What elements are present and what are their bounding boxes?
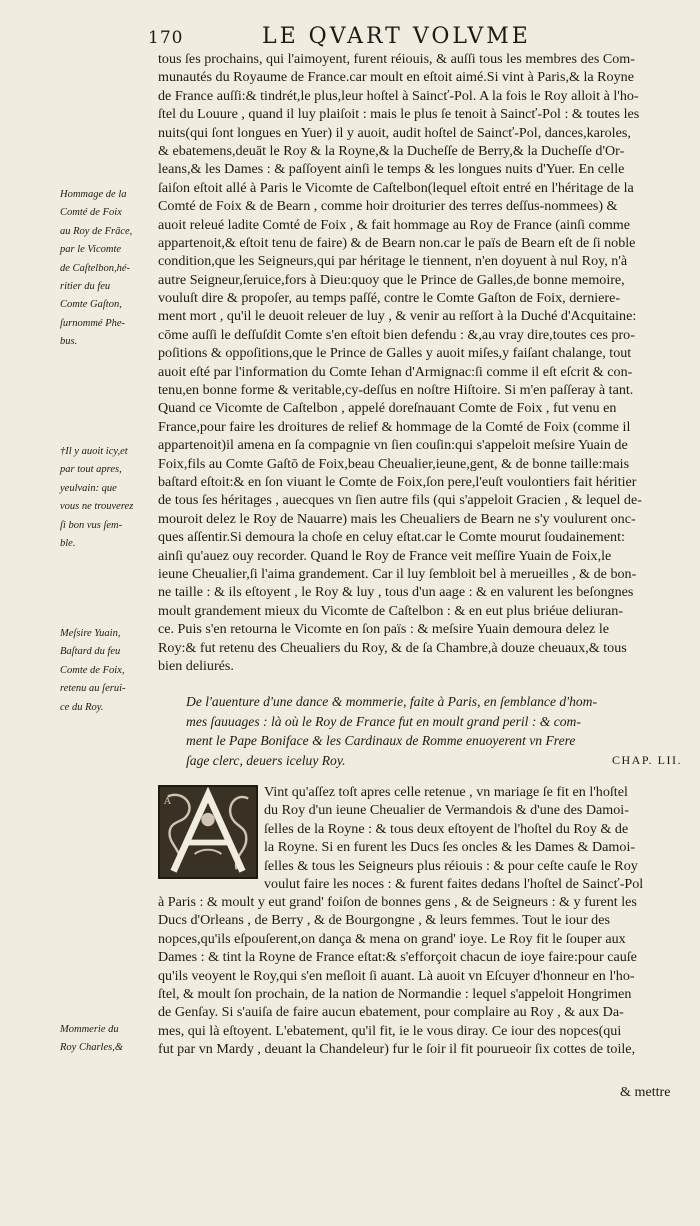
- text-line: ſelles & tous les Seigneurs plus réiouis : & pour ceſte cauſe le Roy: [264, 857, 638, 874]
- text-line: autre Seigneur,ſeruice,fors à Dieu:quoy que le Prince de Galles,de bonne memoire,: [158, 271, 625, 288]
- text-line: fut par vn Mardy , deuant la Chandeleur) fur le ſoir il fit pourueoir ſix cottes de toile,: [158, 1041, 636, 1058]
- text-line: Quand ce Vicomte de Caſtelbon , appelé doreſnauant Comte de Foix , fut venu en: [158, 400, 617, 417]
- initial-letter-text: A: [163, 796, 171, 808]
- text-line: & ebatemens,deuāt le Roy & la Royne,& la Ducheſſe de Berry,& la Ducheſſe d'Or-: [158, 142, 625, 159]
- margin-note-hommage: Hommage de la Comté de Foix au Roy de Frāce, par le Vicomte de Caſtelbon,hé- ritier du feu Comte Gaſton, ſurnommé Phe- bus.: [60, 189, 133, 348]
- text-line: ſtel du Louure , quand il luy plaiſoit : mais le plus ſe tenoit à Saincť-Pol : & toutes les: [158, 106, 640, 123]
- text-line: ſaiſon eſtoit allé à Paris le Vicomte de Caſtelbon(lequel eſtoit entré en l'héritage de la: [158, 179, 634, 196]
- chapter-heading-line: [186, 751, 682, 771]
- text-line: ſtel, & moult ſon prochain, de la nation de Normandie : lequel s'appeloit Hongrimen: [158, 985, 632, 1002]
- text-line: ment mort , qu'il le deuoit releuer de luy , & venir au reſſort à la Duché d'Acquitaine:: [158, 308, 637, 325]
- text-line: de Genſay. Si s'auiſa de faire aucun ebatement, pour complaire au Roy , & aux Da-: [158, 1004, 624, 1021]
- text-line: Dames : & tint la Royne de France eſtat:& s'efforçoit chacun de ioye faire:pour cauſe: [158, 949, 637, 966]
- text-line: du Roy d'un ieune Cheualier de Vermandois & d'une des Damoi-: [264, 802, 629, 819]
- text-line: ne taille : & ils eſtoyent , le Roy & luy , tous d'un aage : & en valurent les beſongnes: [158, 584, 634, 601]
- text-line: mes, qui là eſtoyent. L'ebatement, qu'il fit, ie le vous diray. Ce iour des nopces(qui: [158, 1022, 622, 1039]
- text-line: Foix,fils au Comte Gaſtō de Foix,beau Cheualier,ieune,gent, & de bonne taille:mais: [158, 455, 630, 472]
- text-line: leans,& les Dames : & paſſoyent ainſi le temps & les longues nuits d'Yuer. En celle: [158, 161, 625, 178]
- text-line: mouroit delez le Roy de Nauarre) mais les Cheualiers de Bearn ne s'y voulurent onc-: [158, 510, 636, 527]
- text-line: ques aſſentir.Si demoura la choſe en celuy eſtat.car le Comte mourut ſoudainement:: [158, 529, 625, 546]
- text-line: condition,que les Seigneurs,qui par héritage le tiennent, n'en doyuent à nul Roy, n'à: [158, 253, 628, 270]
- text-line: appartenoit,& eſtoit tenu de faire) & de Bearn non.car le païs de Bearn eſt de ſi noble: [158, 234, 636, 251]
- decorated-initial-image: [158, 785, 258, 879]
- chapter-heading-last: ſage clerc, deuers iceluy Roy.: [186, 752, 346, 768]
- margin-note-yuain: Meſsire Yuain, Baſtard du feu Comte de Foix, retenu au ſerui- ce du Roy.: [60, 628, 126, 713]
- chapter-text-beside-initial: [264, 783, 680, 893]
- text-line: bien deliurés.: [158, 657, 234, 674]
- text-line: nuits(qui ſont longues en Yuer) il y auoit, audit hoſtel de Saincť-Pol, dances,karoles,: [158, 124, 631, 141]
- text-line: ſelles de la Royne : & tous deux eſtoyent de l'hoſtel du Roy & de: [264, 820, 629, 837]
- text-line: munautés du Royaume de France.car moult en eſtoit aimé.Si vint à Paris,& la Royne: [158, 69, 634, 86]
- running-title: LE QVART VOLVME: [262, 24, 531, 49]
- text-line: ainſi qu'auez ouy recorder. Quand le Roy de France veit meſſire Yuain de Foix,le: [158, 547, 612, 564]
- chapter-number: CHAP. LII.: [611, 752, 682, 767]
- text-line: tous ſes prochains, qui l'aimoyent, furent réiouis, & auſſi tous les membres des Com-: [158, 51, 635, 67]
- text-line: ieune Cheualier,ſi l'aima grandement. Car il luy ſembloit bel à merueilles , & de bon-: [158, 565, 637, 582]
- text-line: baſtard eſtoit:& en ſon viuant le Comte de Foix,ſon pere,l'euſt voulontiers fait héritier: [158, 473, 637, 490]
- chapter-heading-line: ment le Pape Boniface & les Cardinaux de Romme enuoyerent vn Frere: [186, 733, 576, 748]
- text-line: à Paris : & moult y eut grand' foiſon de bonnes gens , & de Seigneurs : & y furent les: [158, 894, 637, 910]
- text-line: de France auſſi:& tindrét,le plus,leur hoſtel à Saincť-Pol. A la fois le Roy alloit à l'ho-: [158, 87, 639, 104]
- text-line: ce. Puis s'en retourna le Vicomte en ſon païs : & meſsire Yuain demoura delez le: [158, 621, 609, 638]
- chapter-text-continued: [158, 893, 678, 1059]
- main-text-block: [158, 50, 678, 675]
- text-line: vouluſt dire & propoſer, au temps paſſé, contre le Comte Gaſton de Foix, derniere-: [158, 290, 621, 307]
- text-line: auoit releué ladite Comté de Foix , & fait hommage au Roy de France (ainſi comme: [158, 216, 631, 233]
- text-line: voulut faire les noces : & furent faites dedans l'hoſtel de Saincť-Pol: [264, 875, 644, 892]
- text-line: de tous ſes héritages , auecques vn ſien autre fils (qui s'appeloit Gracien , & lequel de-: [158, 492, 642, 509]
- chapter-heading-line: mes ſauuages : là où le Roy de France fut en moult grand peril : & com-: [186, 713, 581, 729]
- text-line: poſitions & oppoſitions,que le Prince de Galles y auoit miſes,y faiſant chalange, tout: [158, 345, 632, 362]
- text-line: auoit eſté par l'information du Comte Iehan d'Armignac:ſi comme il eſt eſcrit & con-: [158, 363, 633, 380]
- catchword: & mettre: [620, 1084, 671, 1100]
- margin-note-mommerie: Mommerie du Roy Charles,&: [60, 1024, 123, 1054]
- text-line: appartenoit)il amena en ſa compagnie vn ſien couſin:qui s'appeloit meſsire Yuain de: [158, 437, 628, 454]
- text-line: Vint qu'aſſez toſt apres celle retenue , vn mariage ſe fit en l'hoſtel: [264, 784, 628, 800]
- text-line: moult grandement mieux du Vicomte de Caſtelbon : & en eut plus briéue deliuran-: [158, 602, 624, 619]
- text-line: Comté de Foix & de Bearn , comme hoir droiturier des terres deſſus-nommees) &: [158, 198, 618, 215]
- text-line: la Royne. Si en furent les Ducs ſes oncles & les Dames & Damoi-: [264, 839, 636, 856]
- chapter-heading: [186, 692, 682, 770]
- text-line: France,pour faire les droitures de relief & hommage de la Comté de Foix (comme il: [158, 418, 631, 435]
- text-line: Ducs d'Orleans , de Berry , & de Bourgongne , & leurs femmes. Tout le iour des: [158, 912, 610, 929]
- margin-note-correction: †Il y auoit icy,et par tout apres, yeulvain: que vous ne trouverez ſi bon vus ſem- ble.: [60, 446, 134, 550]
- page-number: 170: [148, 28, 184, 48]
- text-line: cōme auſſi le deſſuſdit Comte s'en eſtoit bien defendu : &,au vray dire,toutes ces pro-: [158, 326, 635, 343]
- text-line: qu'ils veoyent le Roy,qui s'en meſloit ſi auant. Là auoit vn Eſcuyer d'honneur en l'ho-: [158, 967, 635, 984]
- text-line: Roy:& fut retenu des Cheualiers du Roy, & de ſa Chambre,à douze cheuaux,& tous: [158, 639, 627, 656]
- text-line: tenu,en bonne forme & veritable,cy-deſſus en noſtre Hiſtoire. Si m'en paſſeray à tant.: [158, 382, 634, 399]
- text-line: nopces,qu'ils eſpouſerent,on dança & mena on grand' ioye. Le Roy fit le ſouper aux: [158, 930, 626, 947]
- chapter-heading-line: De l'auenture d'une dance & mommerie, faite à Paris, en ſemblance d'hom-: [186, 694, 598, 709]
